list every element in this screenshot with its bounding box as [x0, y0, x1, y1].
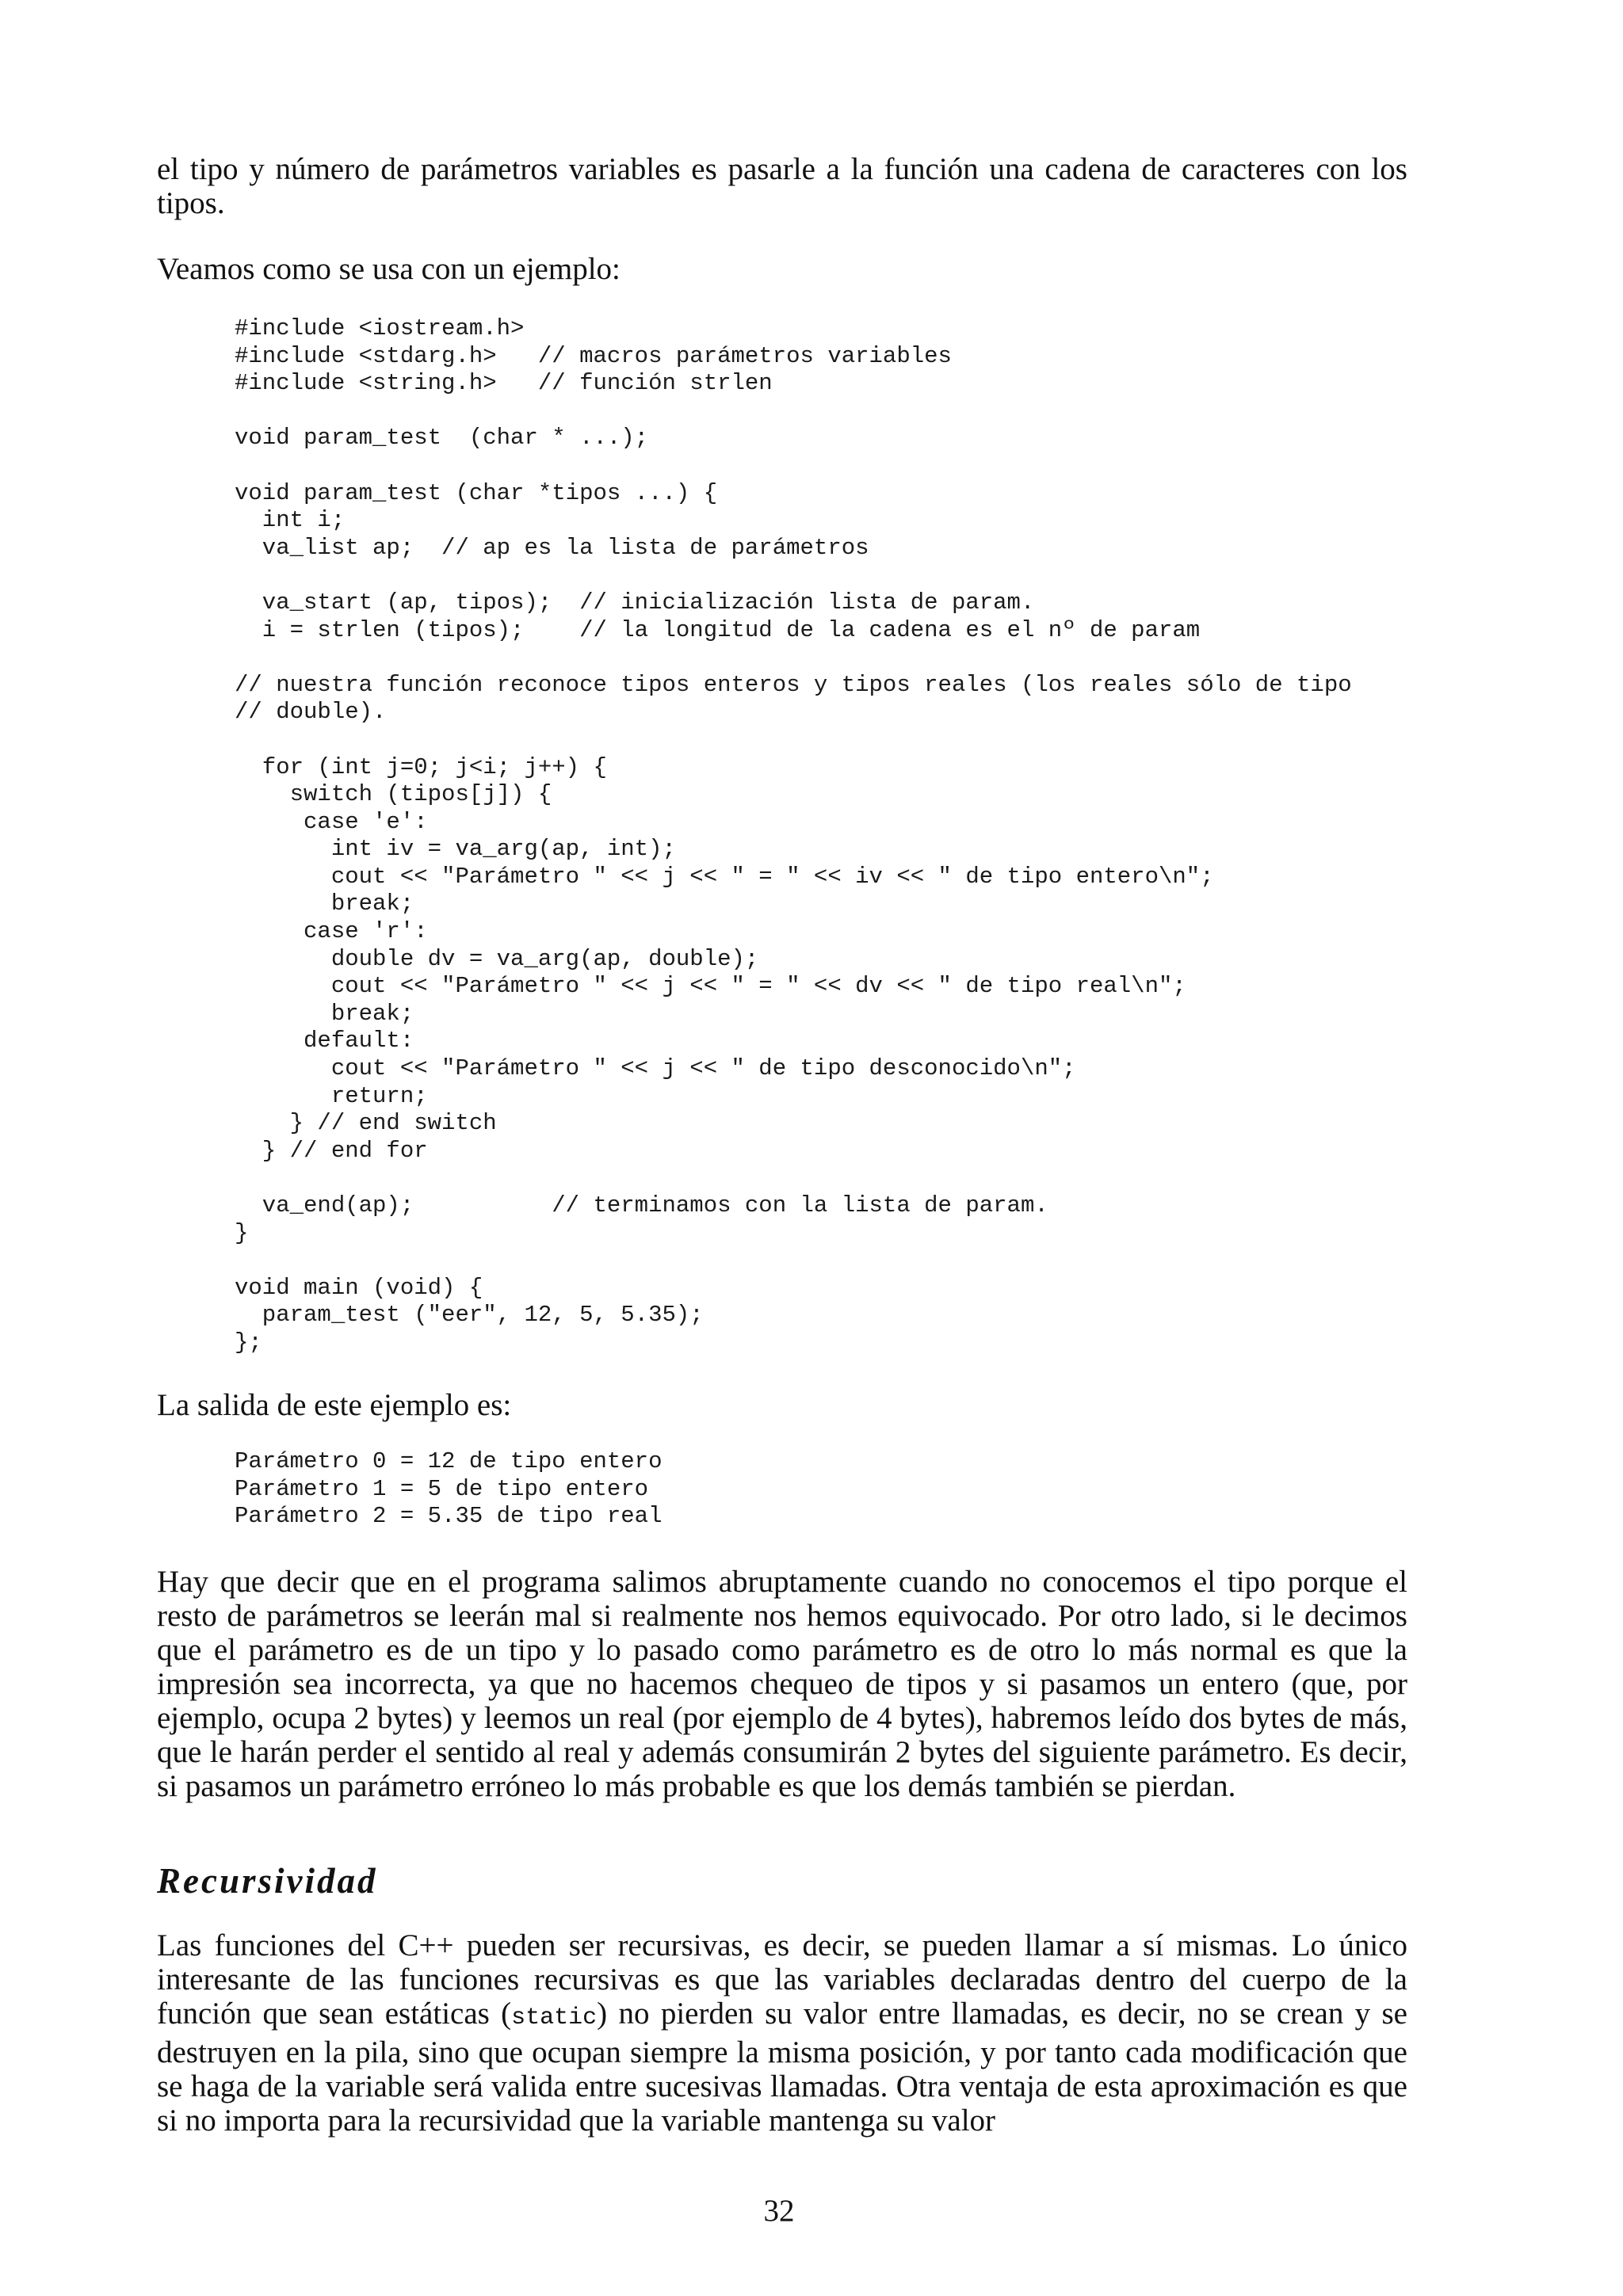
code-line [235, 644, 1352, 672]
code-line [235, 1165, 1352, 1192]
output-intro: La salida de este ejemplo es: [157, 1388, 512, 1422]
static-keyword: static [511, 2004, 598, 2031]
code-line: return; [235, 1082, 428, 1109]
code-line: cout << "Parámetro " << j << " de tipo desconocido\n"; [235, 1055, 1076, 1082]
page-number: 32 [763, 2194, 795, 2228]
code-line [235, 452, 1352, 480]
code-line [235, 562, 1352, 589]
code-line: } // end for [235, 1137, 428, 1164]
code-line: } [235, 1219, 249, 1246]
code-line: i = strlen (tipos); // la longitud de la cadena es el nº de param [235, 616, 1201, 643]
code-line: for (int j=0; j<i; j++) { [235, 753, 607, 780]
code-line: // nuestra función reconoce tipos enteros y tipos reales (los reales sólo de tipo [235, 671, 1352, 698]
code-line: va_list ap; // ap es la lista de parámetros [235, 534, 869, 561]
code-line: #include <string.h> // función strlen [235, 370, 773, 397]
code-line: case 'r': [235, 918, 428, 945]
code-line: #include <iostream.h> [235, 315, 525, 341]
code-listing [235, 315, 1352, 1357]
code-line: double dv = va_arg(ap, double); [235, 945, 759, 972]
code-line: break; [235, 891, 414, 917]
code-line: // double). [235, 699, 387, 726]
output-line: Parámetro 1 = 5 de tipo entero [235, 1475, 649, 1502]
code-line: cout << "Parámetro " << j << " = " << iv << " de tipo entero\n"; [235, 863, 1214, 890]
code-line: void param_test (char *tipos ...) { [235, 479, 718, 506]
recursion-text-end: ) no pierden su valor entre llamadas, es decir, no se crean y se destruyen en la pila, sino que ocupan siempre la misma posición, y por tanto cada modificación que se haga de la variable será valida entre sucesivas llamadas. Otra ventaja de esta aproximación es que si no importa para la recursividad que la variable mantenga su valor [157, 1997, 1407, 2138]
code-line: default: [235, 1028, 414, 1055]
code-line [235, 727, 1352, 754]
code-line: }; [235, 1329, 262, 1356]
recursion-paragraph [157, 1928, 1407, 2138]
output-listing [235, 1448, 663, 1531]
code-line: param_test ("eer", 12, 5, 5.35); [235, 1302, 704, 1329]
output-line: Parámetro 0 = 12 de tipo entero [235, 1448, 663, 1474]
code-line: int i; [235, 507, 346, 534]
code-line [235, 1247, 1352, 1275]
intro-paragraph: el tipo y número de parámetros variables es pasarle a la función una cadena de caracteres con los tipos. [157, 152, 1407, 220]
code-line: cout << "Parámetro " << j << " = " << dv << " de tipo real\n"; [235, 973, 1186, 1000]
code-line: } // end switch [235, 1110, 497, 1137]
explanation-paragraph: Hay que decir que en el programa salimos abruptamente cuando no conocemos el tipo porque el resto de parámetros se leerán mal si realmente nos hemos equivocado. Por otro lado, si le decimos que el parámetro es de un tipo y lo pasado como parámetro es de otro lo más normal es que la impresión sea incorrecta, ya que no hacemos chequeo de tipos y si pasamos un entero (que, por ejemplo, ocupa 2 bytes) y leemos un real (por ejemplo de 4 bytes), habremos leído dos bytes de más, que le harán perder el sentido al real y además consumirán 2 bytes del siguiente parámetro. Es decir, si pasamos un parámetro erróneo lo más probable es que los demás también se pierdan. [157, 1565, 1407, 1803]
code-line: int iv = va_arg(ap, int); [235, 836, 676, 863]
output-line: Parámetro 2 = 5.35 de tipo real [235, 1503, 663, 1530]
code-line: void main (void) { [235, 1274, 483, 1301]
code-line: #include <stdarg.h> // macros parámetros variables [235, 342, 952, 369]
example-intro: Veamos como se usa con un ejemplo: [157, 252, 621, 286]
code-line: case 'e': [235, 808, 428, 835]
code-line: void param_test (char * ...); [235, 425, 649, 452]
code-line [235, 398, 1352, 425]
code-line: break; [235, 1000, 414, 1027]
recursion-text-start: Las funciones del C++ pueden ser recursivas, es decir, se pueden llamar a sí mismas. Lo único interesante de las funciones recursivas es que las variables declaradas dentro del cuerpo de la función que sean estáticas ( [157, 1928, 1407, 2031]
code-line: va_start (ap, tipos); // inicialización lista de param. [235, 589, 1035, 616]
section-heading: Recursividad [157, 1861, 378, 1901]
code-line: va_end(ap); // terminamos con la lista de param. [235, 1192, 1048, 1219]
code-line: switch (tipos[j]) { [235, 781, 552, 808]
